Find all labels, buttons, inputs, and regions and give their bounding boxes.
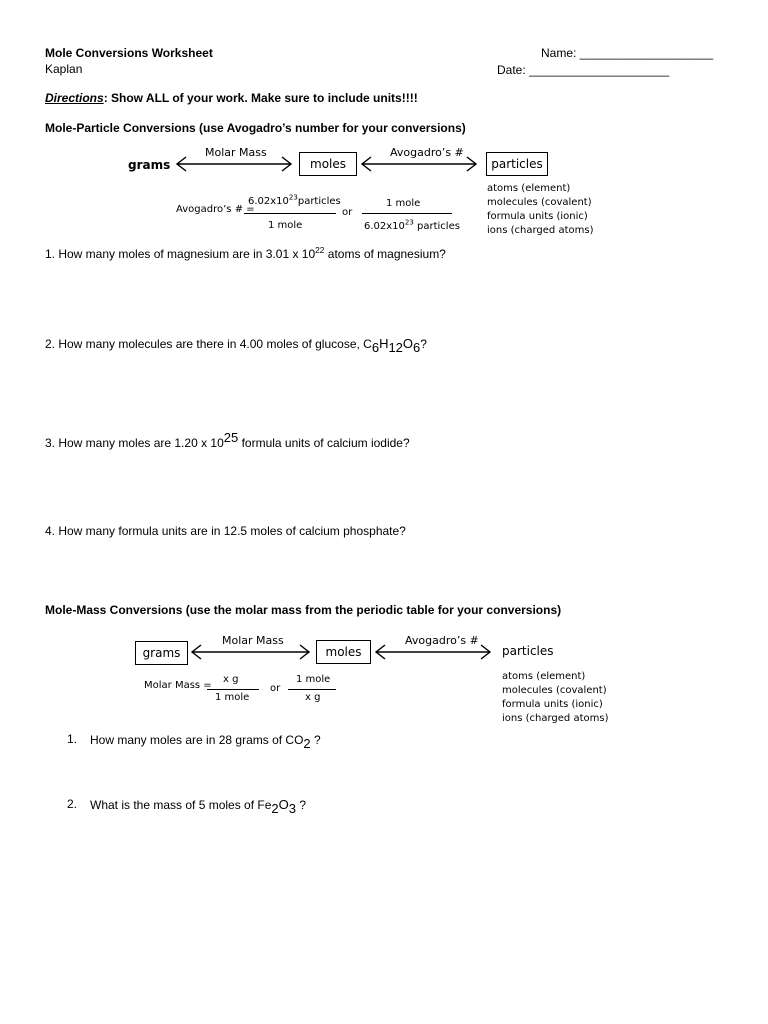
q2-sub: 6 (371, 340, 380, 355)
diagram2-moles-box (316, 640, 371, 664)
diagram2-frac1-line (207, 689, 259, 690)
frac1-num-exp: 23 (288, 193, 298, 202)
diagram1-moles-label: moles (310, 157, 346, 171)
diagram2-avogadro-label: Avogadro’s # (405, 634, 479, 647)
q2-oxygen: O (402, 336, 414, 351)
diagram1-frac2-numerator: 1 mole (386, 198, 421, 209)
mq2-sub: 3 (288, 801, 296, 816)
diagram2-or: or (270, 683, 281, 694)
particle-type-item: formula units (ionic) (487, 211, 588, 222)
mq2-oxygen: O (278, 797, 289, 812)
diagram2-frac2-numerator: 1 mole (296, 674, 331, 685)
frac2-den-unit: particles (413, 221, 460, 232)
diagram2-frac2-denominator: x g (305, 692, 321, 703)
mq1-text: How many moles are in 28 grams of CO (90, 733, 304, 747)
diagram1-formula-label: Avogadro’s # = (176, 204, 255, 215)
q1-text: 1. How many moles of magnesium are in 3.01 x 10 (45, 247, 316, 261)
mq1-text-wrap (90, 732, 321, 751)
diagram1-particles-label: particles (491, 157, 543, 171)
question-4: 4. How many formula units are in 12.5 moles of calcium phosphate? (45, 524, 406, 538)
q2-text: 2. How many molecules are there in 4.00 moles of glucose, C (45, 337, 372, 351)
section1-heading: Mole-Particle Conversions (use Avogadro’s number for your conversions) (45, 121, 466, 135)
mq1-number: 1. (67, 732, 78, 746)
directions-text: : Show ALL of your work. Make sure to include units!!!! (103, 91, 418, 105)
diagram1-or: or (342, 207, 353, 218)
q2-hydrogen: H (379, 336, 389, 351)
frac2-den-base: 6.02x10 (364, 221, 405, 232)
mq2-sub: 2 (271, 801, 279, 816)
diagram2-frac2-line (288, 689, 336, 690)
particle-type-item: ions (charged atoms) (502, 713, 609, 724)
diagram2-molar-mass-label: Molar Mass (222, 634, 284, 647)
q1-exponent: 22 (315, 245, 325, 255)
q3-text-end: formula units of calcium iodide? (238, 436, 410, 450)
author-name: Kaplan (45, 62, 83, 76)
diagram1-avogadro-label: Avogadro’s # (390, 146, 464, 159)
mass-question-1 (67, 732, 321, 751)
particle-type-item: formula units (ionic) (502, 699, 603, 710)
diagram2-frac1-denominator: 1 mole (215, 692, 250, 703)
particle-type-item: atoms (element) (502, 671, 586, 682)
particle-type-item: ions (charged atoms) (487, 225, 594, 236)
mq2-text-wrap (90, 797, 307, 816)
q3-text: 3. How many moles are 1.20 x 10 (45, 436, 224, 450)
frac1-num-unit: particles (297, 196, 341, 207)
frac1-num-base: 6.02x10 (248, 196, 289, 207)
diagram2-particles-label: particles (502, 644, 554, 658)
diagram2-particle-types (502, 670, 608, 726)
date-field: Date: _____________________ (497, 63, 670, 77)
name-field: Name: ____________________ (541, 46, 714, 60)
frac2-den-exp: 23 (404, 218, 414, 227)
mq1-text-end: ? (310, 733, 321, 747)
q3-exponent: 25 (223, 430, 239, 445)
section2-heading: Mole-Mass Conversions (use the molar mass from the periodic table for your conversions) (45, 603, 562, 617)
diagram1-frac1-denominator: 1 mole (268, 220, 303, 231)
q1-text-end: atoms of magnesium? (324, 247, 446, 261)
particle-type-item: atoms (element) (487, 183, 571, 194)
mass-question-2 (67, 797, 307, 816)
mq1-sub: 2 (303, 736, 311, 751)
diagram2-frac1-numerator: x g (223, 674, 239, 685)
particle-type-item: molecules (covalent) (502, 685, 607, 696)
particle-type-item: molecules (covalent) (487, 197, 592, 208)
directions-label: Directions (45, 91, 104, 105)
diagram1-grams-label: grams (128, 158, 171, 172)
mq2-text-end: ? (296, 798, 307, 812)
mq2-number: 2. (67, 797, 78, 811)
diagram2-grams-label: grams (142, 646, 181, 660)
mq2-text: What is the mass of 5 moles of Fe (90, 798, 272, 812)
q2-sub: 12 (388, 340, 403, 355)
q2-sub: 6 (413, 340, 421, 355)
diagram1-molar-mass-label: Molar Mass (205, 146, 267, 159)
diagram2-formula-label: Molar Mass = (144, 680, 212, 691)
q2-text-end: ? (420, 337, 427, 351)
worksheet-title: Mole Conversions Worksheet (45, 46, 213, 60)
diagram2-moles-label: moles (325, 645, 362, 659)
